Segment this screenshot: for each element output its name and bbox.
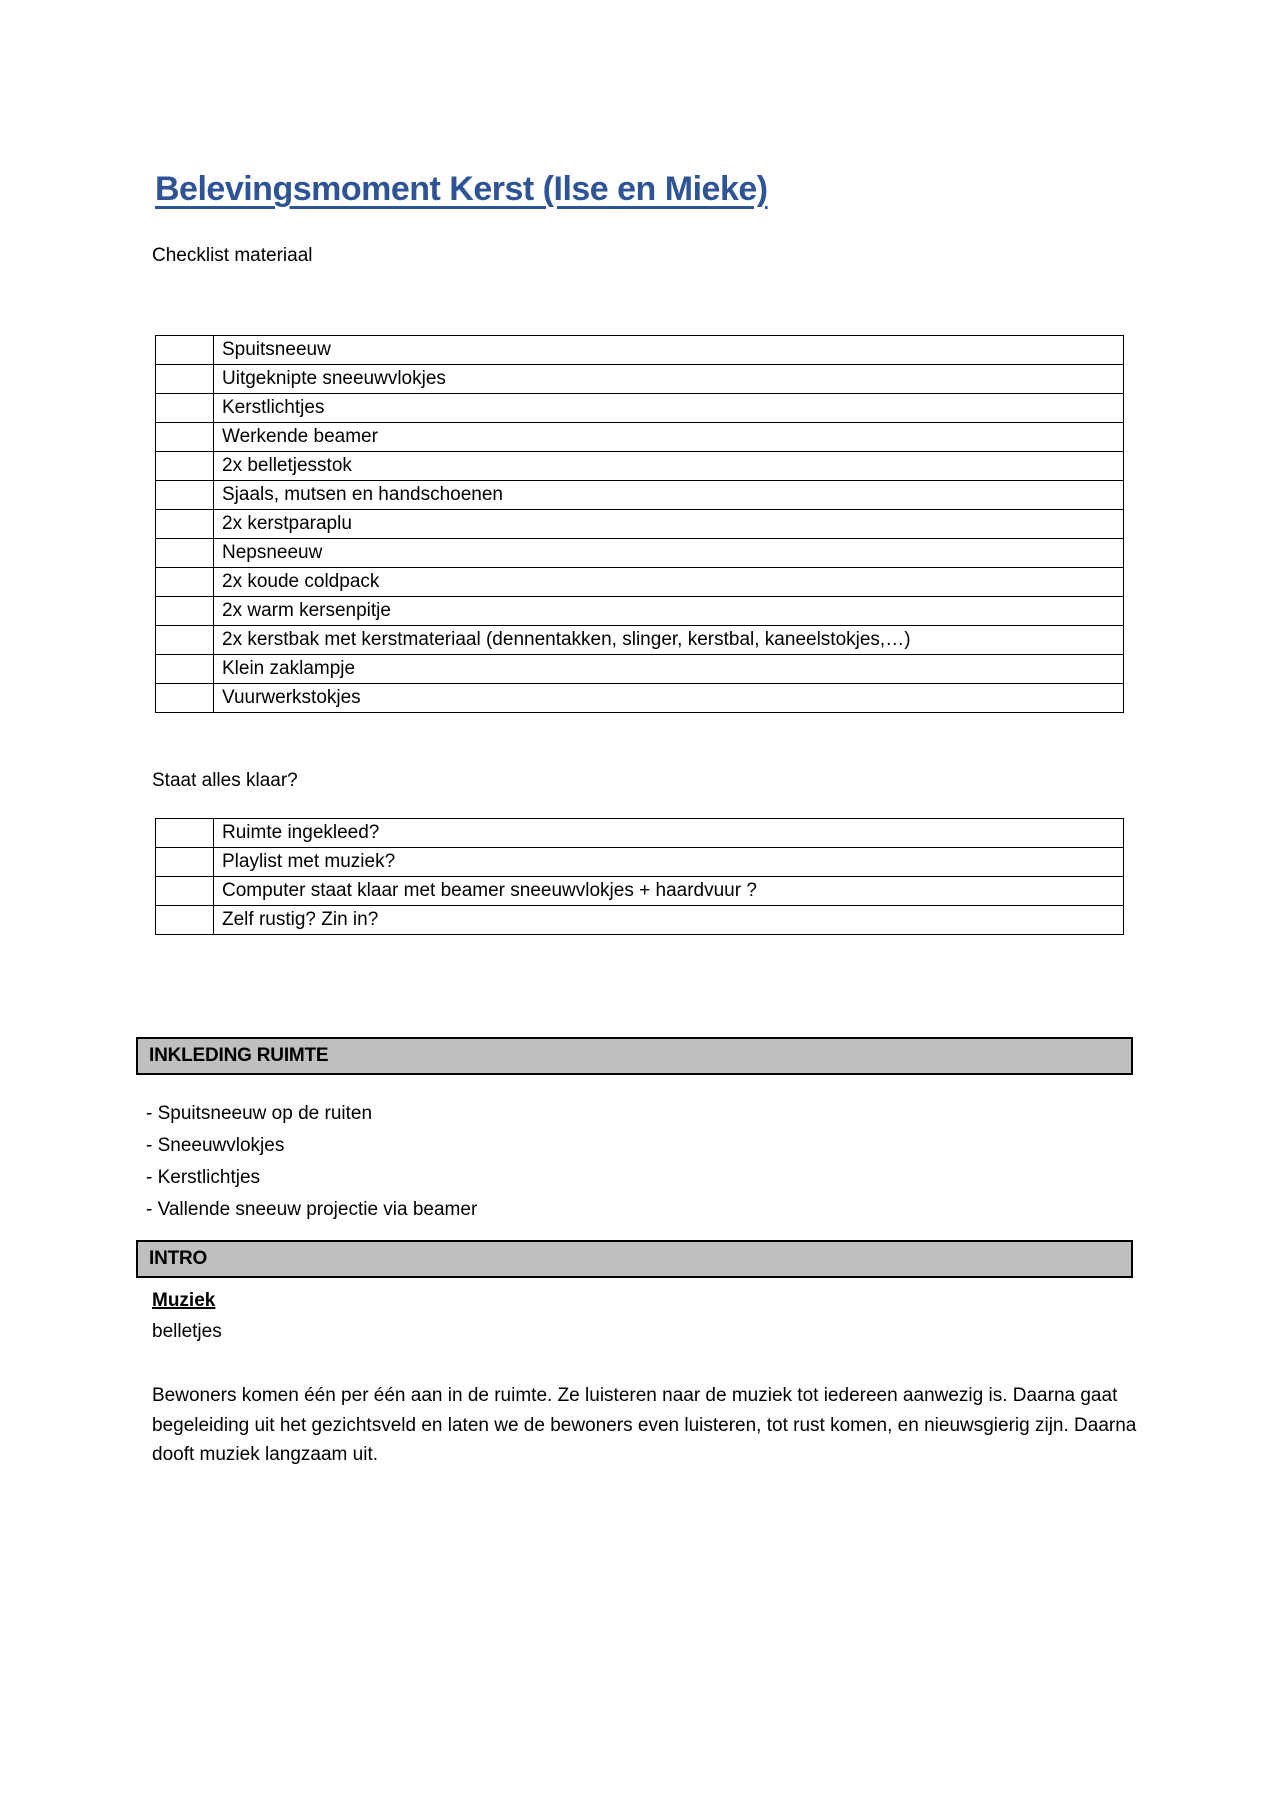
item-cell: Playlist met muziek?: [214, 848, 1124, 877]
table-row: [156, 626, 1124, 655]
belletjes-text: belletjes: [152, 1321, 222, 1342]
section-header-inkleding-ruimte: INKLEDING RUIMTE: [136, 1037, 1133, 1075]
table-row: [156, 365, 1124, 394]
checkbox-cell[interactable]: [156, 819, 214, 848]
item-cell: Ruimte ingekleed?: [214, 819, 1124, 848]
item-cell: Nepsneeuw: [214, 539, 1124, 568]
section-header-intro: INTRO: [136, 1240, 1133, 1278]
table-row: [156, 452, 1124, 481]
item-cell: 2x belletjesstok: [214, 452, 1124, 481]
table-row: [156, 481, 1124, 510]
table-row: [156, 423, 1124, 452]
table-row: [156, 539, 1124, 568]
checkbox-cell[interactable]: [156, 423, 214, 452]
checkbox-cell[interactable]: [156, 568, 214, 597]
table-row: [156, 655, 1124, 684]
table-row: [156, 510, 1124, 539]
table-row: [156, 684, 1124, 713]
checkbox-cell[interactable]: [156, 539, 214, 568]
list-item: - Vallende sneeuw projectie via beamer: [146, 1199, 478, 1220]
checklist-materiaal-table: [155, 335, 1124, 713]
table-row: [156, 848, 1124, 877]
checkbox-cell[interactable]: [156, 481, 214, 510]
table-row: [156, 597, 1124, 626]
item-cell: Klein zaklampje: [214, 655, 1124, 684]
table-row: [156, 877, 1124, 906]
checklist-materiaal-heading: Checklist materiaal: [152, 245, 313, 266]
table-row: [156, 336, 1124, 365]
item-cell: Sjaals, mutsen en handschoenen: [214, 481, 1124, 510]
table-row: [156, 568, 1124, 597]
list-item: - Kerstlichtjes: [146, 1167, 261, 1188]
checkbox-cell[interactable]: [156, 394, 214, 423]
table-row: [156, 819, 1124, 848]
checkbox-cell[interactable]: [156, 877, 214, 906]
staat-alles-klaar-table: [155, 818, 1124, 935]
inkleding-list: [146, 1098, 477, 1226]
checkbox-cell[interactable]: [156, 510, 214, 539]
staat-alles-klaar-heading: Staat alles klaar?: [152, 770, 298, 791]
document-title: Belevingsmoment Kerst (Ilse en Mieke): [155, 170, 768, 208]
checkbox-cell[interactable]: [156, 684, 214, 713]
list-item: - Sneeuwvlokjes: [146, 1135, 285, 1156]
checkbox-cell[interactable]: [156, 336, 214, 365]
checkbox-cell[interactable]: [156, 365, 214, 394]
checkbox-cell[interactable]: [156, 626, 214, 655]
checkbox-cell[interactable]: [156, 597, 214, 626]
checkbox-cell[interactable]: [156, 655, 214, 684]
muziek-subheading: Muziek: [152, 1290, 216, 1311]
intro-paragraph: Bewoners komen één per één aan in de ruimte. Ze luisteren naar de muziek tot iedereen aanwezig is. Daarna gaat begeleiding uit het gezichtsveld en laten we de bewoners even luisteren, tot rust komen, en nieuwsgierig zijn. Daarna dooft muziek langzaam uit.: [152, 1385, 1137, 1465]
item-cell: Kerstlichtjes: [214, 394, 1124, 423]
item-cell: Computer staat klaar met beamer sneeuwvlokjes + haardvuur ?: [214, 877, 1124, 906]
item-cell: 2x kerstparaplu: [214, 510, 1124, 539]
item-cell: Werkende beamer: [214, 423, 1124, 452]
table-row: [156, 394, 1124, 423]
item-cell: 2x warm kersenpitje: [214, 597, 1124, 626]
item-cell: 2x kerstbak met kerstmateriaal (dennentakken, slinger, kerstbal, kaneelstokjes,…): [214, 626, 1124, 655]
list-item: - Spuitsneeuw op de ruiten: [146, 1103, 373, 1124]
checkbox-cell[interactable]: [156, 452, 214, 481]
item-cell: Uitgeknipte sneeuwvlokjes: [214, 365, 1124, 394]
item-cell: Zelf rustig? Zin in?: [214, 906, 1124, 935]
checkbox-cell[interactable]: [156, 848, 214, 877]
item-cell: Spuitsneeuw: [214, 336, 1124, 365]
checkbox-cell[interactable]: [156, 906, 214, 935]
item-cell: 2x koude coldpack: [214, 568, 1124, 597]
item-cell: Vuurwerkstokjes: [214, 684, 1124, 713]
table-row: [156, 906, 1124, 935]
